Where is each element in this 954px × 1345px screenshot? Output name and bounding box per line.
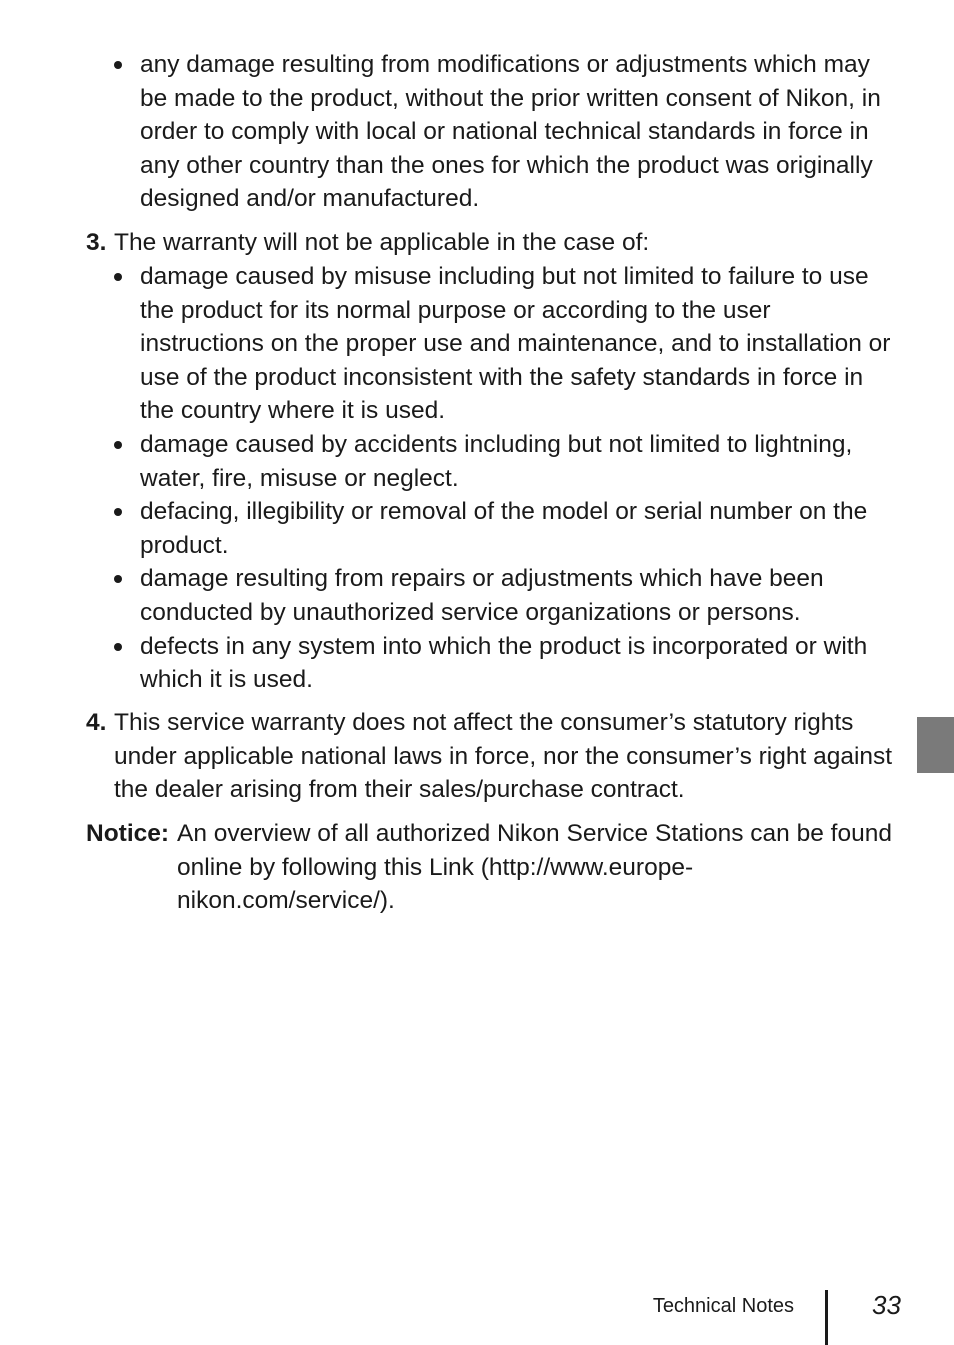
bullet-text: any damage resulting from modifications or adjustments which may be made to the product, without the prior written consent of Nikon, in order to comply with local or national technical standards in force in any other country than the ones for which the product was originally designed and/or manufactured. — [140, 51, 881, 213]
bullet-icon — [114, 61, 122, 69]
bullet-text: damage caused by misuse including but not limited to failure to use the product for its normal purpose or according to the user instructions on the proper use and maintenance, and to installation or use of the product inconsistent with the safety standards in force in the country where it is used. — [140, 263, 891, 425]
bullet-icon — [114, 441, 122, 449]
list-item — [0, 495, 900, 562]
footer-section-label: Technical Notes — [652, 1295, 794, 1317]
item-3-bullets — [0, 260, 954, 697]
bullet-icon — [114, 273, 122, 281]
bullet-icon — [114, 508, 122, 516]
warranty-item-4 — [86, 706, 898, 807]
list-item — [0, 428, 900, 495]
list-item — [0, 48, 900, 216]
item-text: This service warranty does not affect the consumer’s statutory rights under applicable national laws in force, nor the consumer’s right against the dealer arising from their sales/purchase contract. — [114, 709, 893, 804]
notice-text: An overview of all authorized Nikon Service Stations can be found online by following this Link (http://www.europe-nikon.com/service/). — [177, 820, 892, 915]
bullet-icon — [114, 575, 122, 583]
bullet-text: defects in any system into which the product is incorporated or with which it is used. — [140, 632, 868, 694]
notice-block — [86, 817, 898, 918]
warranty-item-3 — [86, 226, 898, 260]
section-tab — [917, 717, 954, 773]
item-number: 4. — [86, 709, 107, 736]
notice-label: Notice: — [86, 820, 170, 847]
top-bullet-list — [0, 48, 954, 216]
item-text: The warranty will not be applicable in the case of: — [114, 229, 650, 256]
bullet-text: damage caused by accidents including but not limited to lightning, water, fire, misuse or neglect. — [140, 430, 853, 492]
list-item — [0, 630, 900, 697]
list-item — [0, 260, 900, 428]
bullet-text: defacing, illegibility or removal of the model or serial number on the product. — [140, 498, 868, 559]
footer-divider — [825, 1290, 828, 1345]
bullet-icon — [114, 643, 122, 651]
page-number: 33 — [872, 1290, 901, 1320]
item-number: 3. — [86, 229, 107, 256]
list-item — [0, 562, 900, 629]
bullet-text: damage resulting from repairs or adjustments which have been conducted by unauthorized service organizations or persons. — [140, 565, 824, 626]
